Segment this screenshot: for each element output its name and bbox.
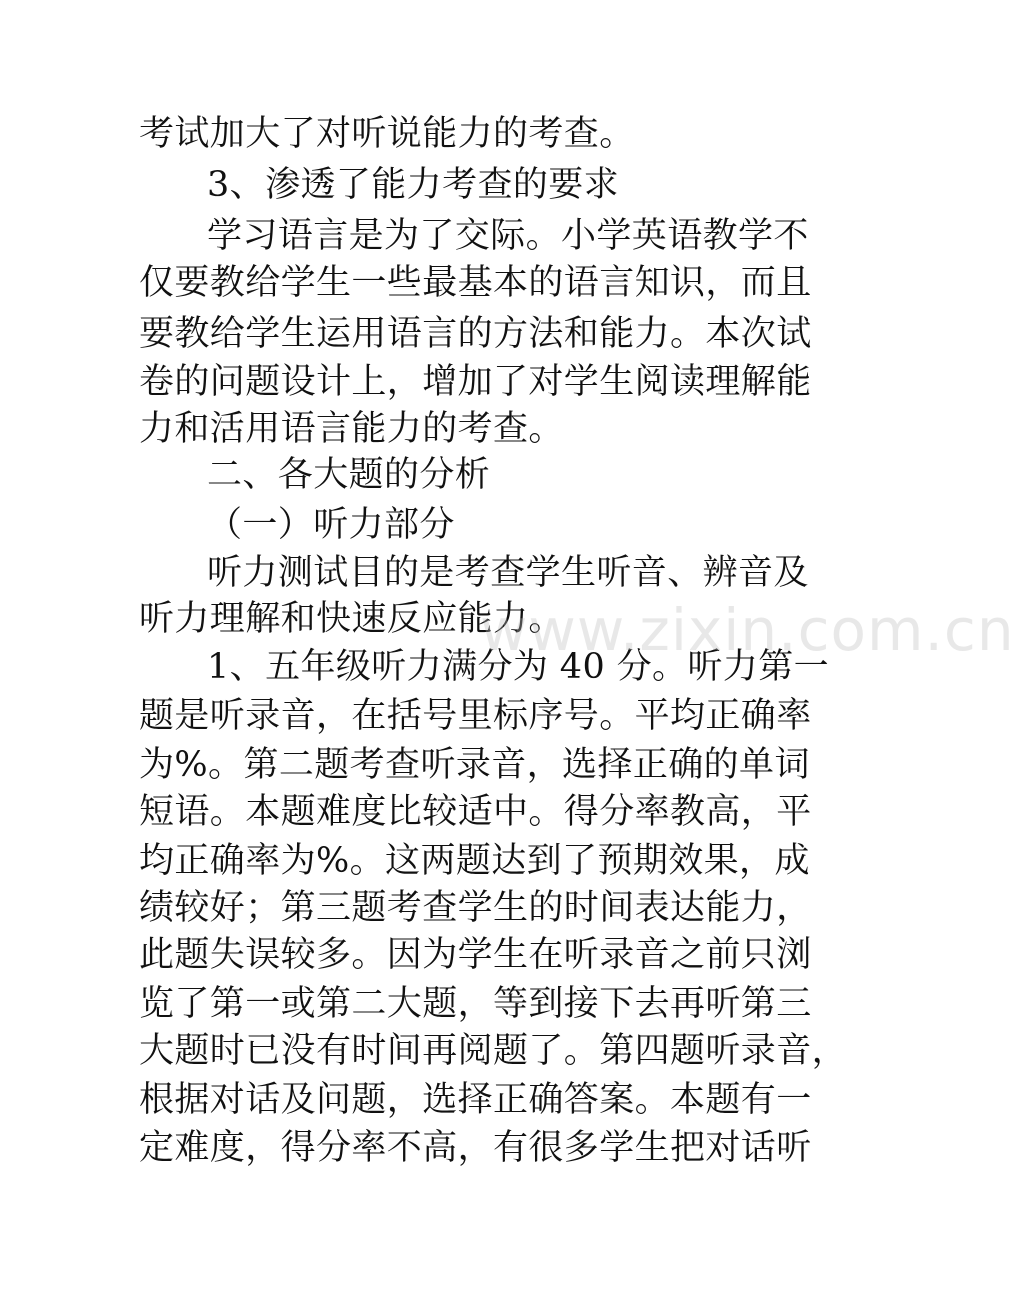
text-line: 绩较好；第三题考查学生的时间表达能力， xyxy=(139,888,812,928)
text-line: 定难度，得分率不高，有很多学生把对话听 xyxy=(139,1128,812,1168)
text-line: 仅要教给学生一些最基本的语言知识，而且 xyxy=(139,263,812,303)
text-line: 听力理解和快速反应能力。 xyxy=(139,599,564,639)
text-line: 3、渗透了能力考查的要求 xyxy=(207,165,620,205)
text-line: 短语。本题难度比较适中。得分率教高，平 xyxy=(139,792,812,832)
text-line: 题是听录音，在括号里标序号。平均正确率 xyxy=(139,696,812,736)
text-line: 要教给学生运用语言的方法和能力。本次试 xyxy=(139,314,812,354)
text-line: 二、各大题的分析 xyxy=(207,455,491,495)
text-line: 力和活用语言能力的考查。 xyxy=(139,409,564,449)
text-line: 1、五年级听力满分为 40 分。听力第一 xyxy=(207,647,830,687)
text-line: 卷的问题设计上，增加了对学生阅读理解能 xyxy=(139,362,812,402)
text-line: 听力测试目的是考查学生听音、辨音及 xyxy=(207,553,809,593)
text-line: 根据对话及问题，选择正确答案。本题有一 xyxy=(139,1080,812,1120)
text-line: 览了第一或第二大题，等到接下去再听第三 xyxy=(139,984,812,1024)
watermark: www.zixin.com.cn xyxy=(480,596,1015,664)
text-line: 为%。第二题考查听录音，选择正确的单词 xyxy=(139,745,810,785)
text-line: 此题失误较多。因为学生在听录音之前只浏 xyxy=(139,935,812,975)
text-line: 大题时已没有时间再阅题了。第四题听录音， xyxy=(139,1031,848,1071)
text-line: 均正确率为%。这两题达到了预期效果，成 xyxy=(139,841,810,881)
text-line: 考试加大了对听说能力的考查。 xyxy=(139,114,635,154)
text-line: （一）听力部分 xyxy=(207,505,455,545)
text-line: 学习语言是为了交际。小学英语教学不 xyxy=(207,216,809,256)
